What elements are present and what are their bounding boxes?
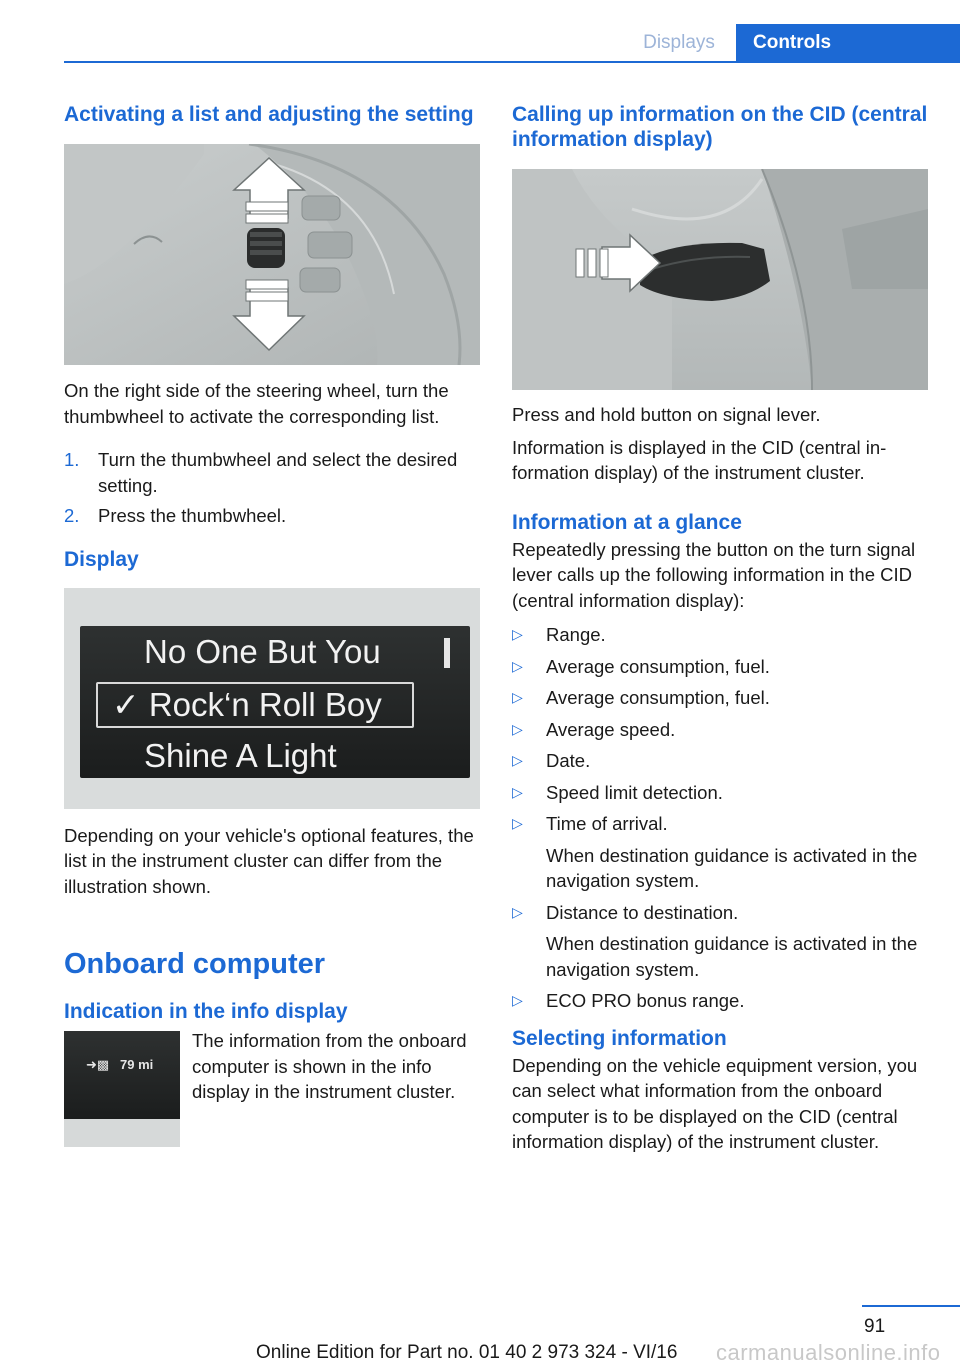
figure-steering-wheel-thumbwheel (64, 144, 480, 365)
list-item-text: Date. (546, 750, 591, 771)
list-item (512, 622, 928, 648)
list-item (512, 685, 928, 711)
display-item-3: Shine A Light (144, 736, 337, 774)
info-display-block (64, 1028, 480, 1148)
paragraph-depending-features: Depending on your vehicle's optional features, the list in the instrument cluster can differ from the illustration shown. (64, 824, 474, 897)
list-item-text: Average speed. (546, 718, 676, 740)
info-display-screen (64, 1031, 180, 1119)
right-column (512, 102, 928, 1155)
step-number: 1. (64, 449, 80, 470)
step-text: Turn the thumbwheel and select the desired setting. (98, 449, 458, 496)
bullet-triangle-icon: ▷ (512, 903, 523, 920)
list-item-text: Average consumption, fuel. (546, 655, 770, 677)
step-item (64, 503, 480, 529)
header-chapter-tab: Controls (736, 24, 960, 62)
scrollbar-indicator (444, 638, 450, 668)
paragraph-info-displayed: Information is displayed in the CID (central information display) of the instrument cluster. (512, 436, 887, 483)
bullet-triangle-icon: ▷ (512, 689, 523, 705)
watermark: carmanualsonline.info (716, 1340, 941, 1362)
bullet-triangle-icon: ▷ (512, 815, 523, 831)
figure-signal-lever (512, 169, 928, 390)
heading-information-at-glance: Information at a glance (512, 510, 742, 534)
header-section-tab: Displays (622, 24, 736, 62)
footer-edition: Online Edition for Part no. 01 40 2 973 324 - VI/16 (256, 1342, 678, 1362)
paragraph-selecting-information: Depending on the vehicle equipment version, you can select what information from the onboard computer is to be displayed on the CID (central information display) of the instrument cluster. (512, 1054, 918, 1152)
header-rule (64, 61, 960, 63)
paragraph-thumbwheel-intro: On the right side of the steering wheel, turn the thumbwheel to activate the corresponding list. (64, 380, 449, 427)
display-item-1: No One But You (144, 632, 381, 670)
step-text: Press the thumbwheel. (98, 505, 287, 526)
list-item (512, 900, 928, 983)
step-item (64, 447, 480, 498)
bullet-triangle-icon: ▷ (512, 657, 523, 674)
bullet-triangle-icon: ▷ (512, 992, 523, 1008)
list-item-text: Time of arrival. (546, 813, 668, 834)
bullet-triangle-icon: ▷ (512, 783, 523, 800)
figure-display-list (64, 588, 480, 809)
paragraph-press-hold: Press and hold button on signal lever. (512, 404, 821, 425)
information-list (512, 622, 928, 1014)
heading-activating-list: Activating a list and adjusting the setting (64, 103, 474, 126)
left-column (64, 102, 480, 1148)
paragraph-info-display: The information from the onboard computer is shown in the info display in the instrument cluster. (192, 1030, 467, 1102)
footer-rule (862, 1305, 960, 1307)
heading-calling-up-cid: Calling up information on the CID (central information display) (512, 103, 928, 151)
paragraph-repeatedly-pressing: Repeatedly pressing the button on the turn signal lever calls up the following information in the CID (central information display): (512, 538, 916, 611)
list-item (512, 717, 928, 743)
bullet-triangle-icon: ▷ (512, 720, 523, 737)
step-number: 2. (64, 505, 80, 526)
list-item-text: Speed limit detection. (546, 781, 723, 803)
heading-indication-info-display: Indication in the info display (64, 1000, 348, 1023)
figure-info-display (64, 1031, 180, 1147)
bullet-triangle-icon: ▷ (512, 752, 523, 768)
list-item-note: When destination guidance is activated in the navigation system. (546, 844, 918, 891)
bullet-triangle-icon: ▷ (512, 626, 523, 642)
steering-wheel-illustration (64, 144, 480, 365)
list-item (512, 811, 928, 894)
signal-lever-illustration (512, 169, 928, 390)
list-item (512, 988, 928, 1014)
list-item-text: Average consumption, fuel. (546, 687, 770, 708)
list-item-text: Distance to destination. (546, 901, 739, 923)
range-fuel-icon: ➜▩ (86, 1057, 110, 1072)
heading-onboard-computer: Onboard computer (64, 948, 326, 980)
list-item-text: ECO PRO bonus range. (546, 990, 745, 1011)
list-item (512, 748, 928, 774)
steps-list (64, 447, 480, 529)
list-item-text: Range. (546, 624, 606, 645)
list-item (512, 654, 928, 680)
heading-selecting-information: Selecting information (512, 1026, 727, 1050)
page-number: 91 (864, 1316, 886, 1337)
range-value: 79 mi (120, 1057, 154, 1072)
list-item-note: When destination guidance is activated in the navigation system. (546, 933, 918, 980)
display-item-2: ✓ Rock‘n Roll Boy (112, 685, 382, 723)
heading-display: Display (64, 547, 139, 571)
list-item (512, 780, 928, 806)
